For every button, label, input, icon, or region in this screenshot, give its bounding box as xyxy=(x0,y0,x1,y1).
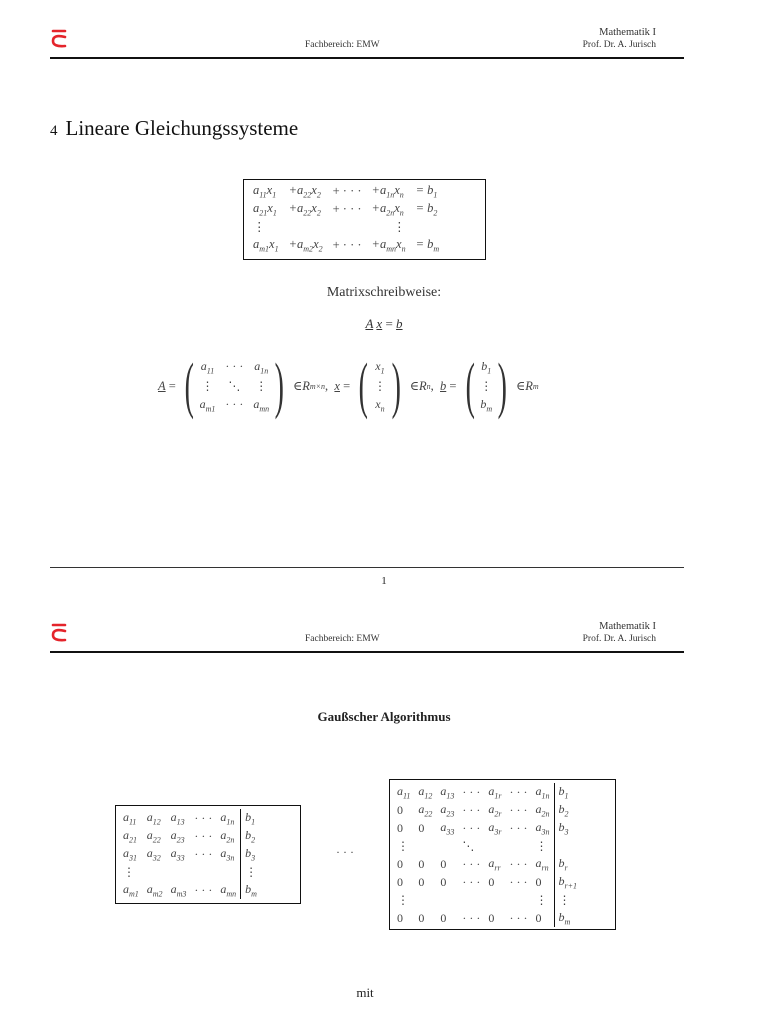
header-department: Fachbereich: EMW xyxy=(305,40,380,50)
header-rule xyxy=(50,651,684,653)
header-course-info xyxy=(583,620,656,646)
university-logo-icon xyxy=(50,28,68,48)
matrix-A: ( $a_{11}$ · · · $a_{1n}$ ⋮ ⋱ ⋮ $a_{m1}$ · · · $a_{mn}$ ) xyxy=(184,352,285,420)
section-number: 4 xyxy=(50,123,58,139)
linear-system-box xyxy=(243,179,486,260)
augmented-matrix-original: $a_{11}$ $a_{12}$ $a_{13}$ · · · $a_{1n}$ $b_1$ $a_{21}$ $a_{22}$ $a_{23}$ · · · $a_{2n}$ $b_2$ $a_{31}$ $a_{32}$ $a_{33}$ · · · $a_{3n}$ $b_3$ ⋮ ⋮ $a_{m1}$ $a_{m2}$ $a_{m3}$ · · · $a_{mn}$ $b_m$ xyxy=(115,805,301,904)
linear-system-equations: $a_{11}x_1$ $+a_{22}x_2$ + · · · $+a_{1n}x_n$ = $b_1$ $a_{21}x_1$ $+a_{22}x_2$ + · · · $+a_{2n}x_n$ = $b_2$ ⋮ ⋮ $a_{m1}x_1$ $+a_{m2}x_2$ + · · · $+a_{mn}x_n$ = $b_m$ xyxy=(253,182,440,254)
header-professor: Prof. Dr. A. Jurisch xyxy=(582,40,656,50)
augmented-matrix-echelon: $a_{11}$ $a_{12}$ $a_{13}$ · · · $a_{1r}$ · · · $a_{1n}$ $b_1$ 0 $a_{22}$ $a_{23}$ · · · $a_{2r}$ · · · $a_{2n}$ $b_2$ 0 0 $a_{33}$ · · · $a_{3r}$ · · · $a_{3n}$ $b_3$ ⋮ ⋱ ⋮ 0 0 0 · · · $a_{rr}$ · · · $a_{rn}$ $b_r$ 0 0 0 · · · 0 · · · 0 $b_{r+1}$ ⋮ ⋮ ⋮ 0 0 0 · · · 0 · · · 0 $b_m$ xyxy=(389,779,616,930)
matrix-definitions: A = ( $a_{11}$ · · · $a_{1n}$ ⋮ ⋱ ⋮ $a_{m1}$ · · · $a_{mn}$ ) ∈ R m×n , x = ( $x_1$ ⋮ $x_n$ ) ∈ R n , b = ( $b_1$ ⋮ $b_m$ ) ∈ R m xyxy=(158,352,539,420)
matrix-notation-label: Matrixschreibweise: xyxy=(326,285,442,300)
footer-word: mit xyxy=(356,985,374,1000)
header-course: Mathematik I xyxy=(599,27,656,38)
header-department: Fachbereich: EMW xyxy=(305,634,380,644)
section-title-text: Lineare Gleichungssysteme xyxy=(65,116,299,140)
header-course-info xyxy=(583,26,656,52)
gauss-title: Gaußscher Algorithmus xyxy=(317,709,451,724)
transition-dots: · · · xyxy=(336,845,354,859)
header-rule xyxy=(50,57,684,59)
vector-b: ( $b_1$ ⋮ $b_m$ ) xyxy=(465,352,508,420)
university-logo-icon xyxy=(50,622,68,642)
footer-rule xyxy=(50,567,684,568)
vector-x: ( $x_1$ ⋮ $x_n$ ) xyxy=(358,352,401,420)
header-professor: Prof. Dr. A. Jurisch xyxy=(582,634,656,644)
matrix-equation: A x = b xyxy=(365,316,403,331)
section-title xyxy=(50,116,298,141)
header-course: Mathematik I xyxy=(599,621,656,632)
page-number: 1 xyxy=(381,575,387,587)
